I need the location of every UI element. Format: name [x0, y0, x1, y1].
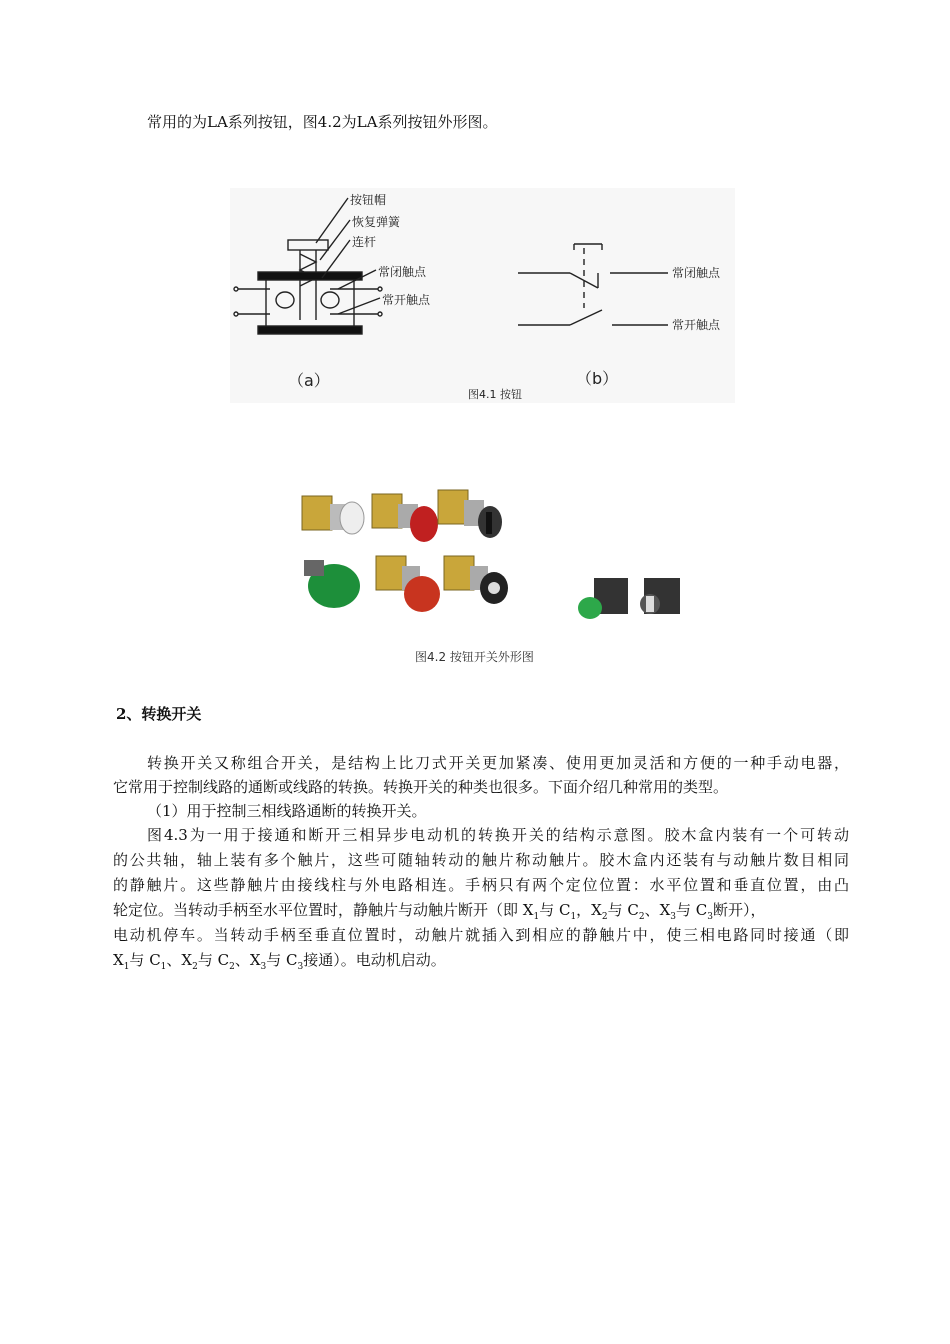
- para1-line3: （1）用于控制三相线路通断的转换开关。: [147, 802, 427, 820]
- para1-line1: 转换开关又称组合开关，是结构上比刀式开关更加紧凑、使用更加灵活和方便的一种手动电器，: [147, 754, 849, 772]
- para2-line4: 轮定位。当转动手柄至水平位置时，静触片与动触片断开（即 $X_1$与 $C_1$，$X_2$与 $C_2$、$X_3$与 $C_3$断开），: [113, 901, 766, 922]
- para2-line6: $X_1$与 $C_1$、$X_2$与 $C_2$、$X_3$与 $C_3$接通）。电动机启动。: [113, 951, 446, 972]
- top-plate: [258, 272, 362, 280]
- para2-line3: 的静触片。这些静触片由接线柱与外电路相连。手柄只有两个定位位置：水平位置和垂直位置，由凸: [113, 876, 849, 894]
- label-nc-contact: 常闭触点: [378, 265, 427, 279]
- bottom-plate: [258, 326, 362, 334]
- label-no-contact: 常开触点: [382, 293, 431, 307]
- symbol-label-no: 常开触点: [672, 318, 721, 332]
- section-heading: 2、转换开关: [116, 705, 202, 723]
- para1-line2: 它常用于控制线路的通断或线路的转换。转换开关的种类也很多。下面介绍几种常用的类型。: [113, 778, 729, 796]
- figure1-caption: 图4.1 按钮: [468, 388, 522, 401]
- subfigure-a-label: （a）: [288, 371, 330, 390]
- photo-compact-selector: [640, 578, 680, 614]
- button-structure-figure: [230, 188, 735, 403]
- photo-selector-switch: [438, 490, 502, 538]
- photo-green-compact-button: [578, 578, 628, 619]
- photo-green-button: [304, 560, 360, 608]
- symbol-label-nc: 常闭触点: [672, 266, 721, 280]
- para2-line5: 电动机停车。当转动手柄至垂直位置时，动触片就插入到相应的静触片中，使三相电路同时接通（即: [113, 926, 849, 944]
- para2-line1: 图4.3为一用于接通和断开三相异步电动机的转换开关的结构示意图。胶木盒内装有一个可转动: [147, 826, 849, 844]
- photo-white-button: [302, 496, 364, 534]
- label-link-rod: 连杆: [352, 235, 377, 249]
- para2-line2: 的公共轴，轴上装有多个触片，这些可随轴转动的触片称动触片。胶木盒内还装有与动触片数目相同: [113, 851, 849, 869]
- intro-paragraph: 常用的为LA系列按钮，图4.2为LA系列按钮外形图。: [147, 113, 498, 131]
- label-button-cap: 按钮帽: [350, 193, 387, 207]
- subfigure-b-label: （b）: [576, 369, 619, 388]
- photo-black-key-button: [444, 556, 508, 604]
- figure2-caption: 图4.2 按钮开关外形图: [415, 650, 534, 664]
- label-return-spring: 恢复弹簧: [352, 215, 401, 229]
- photo-red-key-button: [376, 556, 440, 612]
- button-photos-figure: [290, 482, 700, 632]
- photo-red-mushroom-button: [372, 494, 438, 542]
